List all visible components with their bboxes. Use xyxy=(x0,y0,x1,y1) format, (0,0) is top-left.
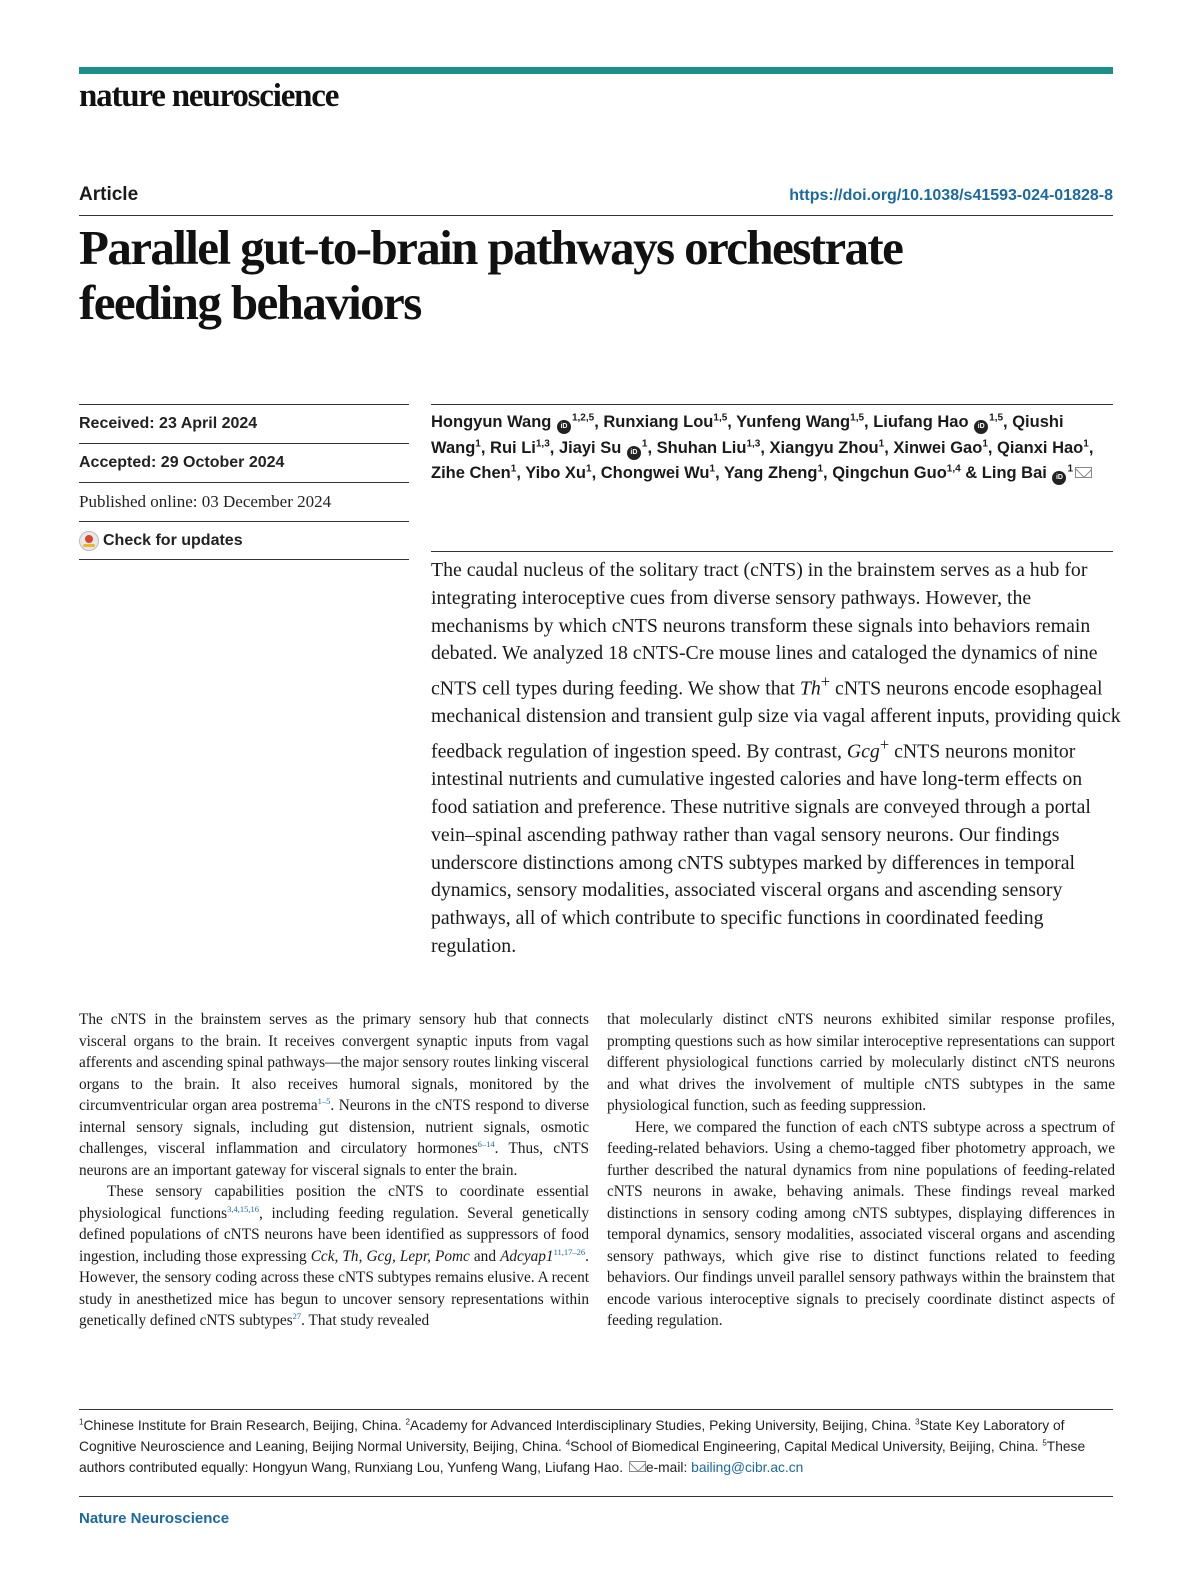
author-separator: , xyxy=(727,413,737,431)
abstract-divider xyxy=(431,551,1113,552)
author-affiliation: 1 xyxy=(641,438,648,449)
abstract-text: cNTS neurons monitor intestinal nutrients and cumulative ingested calories and have long-term effects on food satiation and preference. These nutritive signals are conveyed through a portal vein–spinal ascending pathway rather than vagal sensory neurons. Our findings underscore distinctions among cNTS subtypes marked by differences in temporal dynamics, sensory modalities, associated visceral organs and ascending sensory pathways, all of which contribute to specific functions in coordinated feeding regulation. xyxy=(431,740,1091,957)
title-line-2: feeding behaviors xyxy=(79,275,421,330)
body-text: . That study revealed xyxy=(301,1312,430,1329)
affiliation-text: Chinese Institute for Brain Research, Beijing, China. xyxy=(83,1418,406,1433)
author-affiliation: 1,5 xyxy=(713,412,728,424)
orcid-icon[interactable]: iD xyxy=(1052,471,1066,485)
title-line-1: Parallel gut-to-brain pathways orchestrate xyxy=(79,220,903,275)
email-label: e-mail: xyxy=(645,1460,692,1475)
author xyxy=(559,439,657,457)
author-separator: , xyxy=(987,438,998,457)
abstract-text: cNTS neurons encode esophageal mechanical distension and transient gulp size via vagal afferent inputs, providing quick feedback regulation of ingestion speed. By contrast, xyxy=(431,677,1121,763)
reference-link[interactable]: 11,17–26 xyxy=(553,1246,586,1257)
author-separator: , xyxy=(1088,438,1094,457)
body-paragraph: Here, we compared the function of each cNTS subtype across a spectrum of feeding-related behaviors. Using a chemo-tagged fiber photometry approach, we further described the natural dynamics from nine populations of feeding-related cNTS neurons in awake, behaving animals. These findings reveal marked distinctions in sensory coding among cNTS subtypes, displaying differences in temporal dynamics, sensory modalities, associated visceral organs and ascending sensory pathways, which give rise to distinct functions related to feeding behaviors. Our findings unveil parallel sensory pathways within the brainstem that encode various interoceptive signals to precisely coordinate distinct aspects of feeding regulation. xyxy=(607,1118,1115,1329)
abstract-gene-gcg: Gcg xyxy=(846,740,880,763)
journal-logo: nature neuroscience xyxy=(79,78,339,114)
affiliation-text: State Key Laboratory of Cognitive Neuroscience and Leaning, Beijing Normal University, Beijing, China. xyxy=(79,1418,1065,1454)
author-name[interactable]: Runxiang Lou xyxy=(603,413,714,431)
author-name[interactable]: Qianxi Hao xyxy=(997,438,1084,457)
author-separator: , xyxy=(516,464,526,482)
author-name[interactable]: Shuhan Liu xyxy=(656,438,747,457)
reference-link[interactable]: 6–14 xyxy=(477,1138,495,1149)
author-name[interactable]: Rui Li xyxy=(490,438,536,457)
author-affiliation: 1,4 xyxy=(946,463,961,475)
author xyxy=(431,413,603,431)
author-affiliation: 1,3 xyxy=(535,438,550,449)
affiliation-number: 3 xyxy=(915,1417,920,1427)
author-affiliation: 1,2,5 xyxy=(571,412,595,424)
body-text: . Neurons in the cNTS respond to diverse internal sensory signals, including gut distension, nutrient signals, osmotic challenges, visceral inflammation and circulatory hormones xyxy=(79,1097,590,1157)
author-affiliation: 1 xyxy=(878,438,885,449)
author xyxy=(525,464,601,482)
orcid-icon[interactable]: iD xyxy=(974,420,988,434)
body-text: and xyxy=(469,1247,501,1265)
author-name[interactable]: Qiushi Wang xyxy=(431,413,1064,457)
email-icon xyxy=(629,1461,646,1472)
author xyxy=(431,464,525,482)
author-separator: , xyxy=(760,438,770,457)
header-accent-rule xyxy=(79,67,1113,74)
authors-divider xyxy=(431,404,1113,405)
title-divider xyxy=(79,215,1113,216)
author-name[interactable]: Zihe Chen xyxy=(431,464,511,482)
author xyxy=(873,413,1012,431)
article-type-label: Article xyxy=(79,184,139,205)
author-separator: , xyxy=(647,438,657,457)
body-column-left xyxy=(79,1009,589,1332)
body-paragraph xyxy=(79,1181,589,1332)
author-affiliation: 1,5 xyxy=(989,412,1004,424)
body-paragraph xyxy=(79,1009,589,1181)
reference-link[interactable]: 27 xyxy=(292,1310,302,1321)
author-affiliation: 1 xyxy=(1083,438,1089,449)
affiliations xyxy=(79,1415,1119,1478)
author-name[interactable]: Xinwei Gao xyxy=(893,438,983,457)
author-name[interactable]: Jiayi Su xyxy=(558,438,622,457)
check-updates-icon xyxy=(79,531,99,551)
author-separator: , xyxy=(480,438,491,457)
reference-link[interactable]: 1–5 xyxy=(317,1095,331,1106)
abstract-gene-th: Th xyxy=(799,677,821,700)
footer-divider xyxy=(79,1496,1113,1497)
author xyxy=(490,439,559,457)
orcid-icon[interactable]: iD xyxy=(627,446,641,460)
author-affiliation: 1 xyxy=(817,463,824,475)
author xyxy=(724,464,832,482)
author-separator: , xyxy=(823,464,833,482)
author-list xyxy=(431,410,1121,487)
article-title xyxy=(79,220,1119,330)
footnote-divider xyxy=(79,1409,1113,1410)
accepted-date: Accepted: 29 October 2024 xyxy=(79,443,409,482)
author-name[interactable]: Yibo Xu xyxy=(525,464,587,482)
affiliation-number: 1 xyxy=(79,1417,84,1427)
author-affiliation: 1,3 xyxy=(746,438,761,449)
author-affiliation: 1 xyxy=(586,463,592,475)
body-column-right xyxy=(607,1009,1115,1332)
body-text: . However, the sensory coding across these cNTS subtypes remains elusive. A recent study in anesthetized mice has begun to uncover sensory representations within genetically defined cNTS subtypes xyxy=(79,1247,589,1329)
affiliation-number: 2 xyxy=(405,1417,410,1427)
author xyxy=(657,439,770,457)
abstract-text: The caudal nucleus of the solitary tract (cNTS) in the brainstem serves as a hub for integrating interoceptive cues from diverse sensory pathways. However, the mechanisms by which cNTS neurons transform these signals into behaviors remain debated. We analyzed 18 cNTS-Cre mouse lines and cataloged the dynamics of nine cNTS cell types during feeding. We show that xyxy=(431,559,1098,700)
author-name[interactable]: Hongyun Wang xyxy=(431,413,552,431)
author xyxy=(603,413,736,431)
body-text: The cNTS in the brainstem serves as the primary sensory hub that connects visceral organs to the brain. It receives convergent synaptic inputs from vagal afferents and ascending spinal pathways—the major sensory routes linking visceral organs to the brain. It also receives humoral signals, monitored by the circumventricular organ area postrema xyxy=(79,1011,589,1114)
orcid-icon[interactable]: iD xyxy=(557,420,571,434)
author xyxy=(893,439,997,457)
affiliation-number: 5 xyxy=(1042,1438,1047,1448)
body-paragraph: that molecularly distinct cNTS neurons exhibited similar response profiles, prompting questions such as how similar interoceptive representations can support different physiological functions carried by molecularly distinct cNTS neurons and what drives the involvement of multiple cNTS subtypes in the same physiological function, such as feeding suppression. xyxy=(607,1011,1115,1114)
body-text: . Thus, cNTS neurons are an important gateway for visceral signals to enter the brain. xyxy=(79,1140,589,1179)
author-affiliation: 1 xyxy=(510,463,517,475)
author-separator: , xyxy=(594,413,604,431)
author-affiliation: 1 xyxy=(475,438,481,449)
author xyxy=(832,464,982,482)
received-date: Received: 23 April 2024 xyxy=(79,404,409,443)
doi-link[interactable]: https://doi.org/10.1038/s41593-024-01828-8 xyxy=(789,187,1113,204)
abstract xyxy=(431,557,1121,961)
affiliation-text: School of Biomedical Engineering, Capital Medical University, Beijing, China. xyxy=(570,1439,1043,1454)
author-separator: , xyxy=(549,438,559,457)
abstract-sup: + xyxy=(820,672,831,691)
author-name[interactable]: Liufang Hao xyxy=(873,413,969,431)
check-updates-label: Check for updates xyxy=(103,531,243,549)
article-history xyxy=(79,404,409,560)
author-name[interactable]: Ling Bai xyxy=(981,464,1047,482)
journal-footer: Nature Neuroscience xyxy=(79,1510,230,1527)
author xyxy=(982,464,1092,482)
author-separator: , xyxy=(1003,413,1013,431)
author xyxy=(770,439,894,457)
body-text: , including feeding regulation. Several genetically defined populations of cNTS neurons have been identified as suppressors of food ingestion, including those expressing xyxy=(79,1204,589,1265)
email-link[interactable]: bailing@cibr.ac.cn xyxy=(691,1460,804,1475)
author-name[interactable]: Xiangyu Zhou xyxy=(769,438,879,457)
author-separator: , xyxy=(591,464,601,482)
gene-names: Cck, Th, Gcg, Lepr, Pomc xyxy=(310,1247,470,1265)
author-separator: , xyxy=(864,413,874,431)
author-name[interactable]: Yang Zheng xyxy=(723,464,818,482)
author-affiliation: 1,5 xyxy=(850,412,865,424)
affiliation-number: 4 xyxy=(565,1438,571,1448)
author-name[interactable]: Yunfeng Wang xyxy=(736,413,851,431)
author-affiliation: 1 xyxy=(1067,463,1074,475)
abstract-sup: + xyxy=(879,735,890,755)
author-affiliation: 1 xyxy=(982,438,988,449)
corresponding-email-icon[interactable] xyxy=(1075,467,1092,478)
affiliation-text: Academy for Advanced Interdisciplinary Studies, Peking University, Beijing, China. xyxy=(410,1418,916,1433)
author-name[interactable]: Qingchun Guo xyxy=(832,464,947,482)
published-date: Published online: 03 December 2024 xyxy=(79,482,409,521)
author-name[interactable]: Chongwei Wu xyxy=(600,464,710,482)
author xyxy=(601,464,724,482)
author xyxy=(997,439,1093,457)
affiliation-text: These authors contributed equally: Hongyun Wang, Runxiang Lou, Yunfeng Wang, Liufang Hao. xyxy=(79,1439,1086,1475)
gene-name: Adcyap1 xyxy=(500,1247,554,1265)
author-separator: , xyxy=(884,438,894,457)
author-separator: & xyxy=(960,464,982,482)
author-affiliation: 1 xyxy=(709,463,716,475)
check-for-updates-button[interactable] xyxy=(79,521,409,560)
author xyxy=(736,413,873,431)
body-text: These sensory capabilities position the cNTS to coordinate essential physiological functions xyxy=(79,1183,589,1222)
author-separator: , xyxy=(715,464,724,482)
reference-link[interactable]: 3,4,15,16 xyxy=(227,1203,259,1214)
